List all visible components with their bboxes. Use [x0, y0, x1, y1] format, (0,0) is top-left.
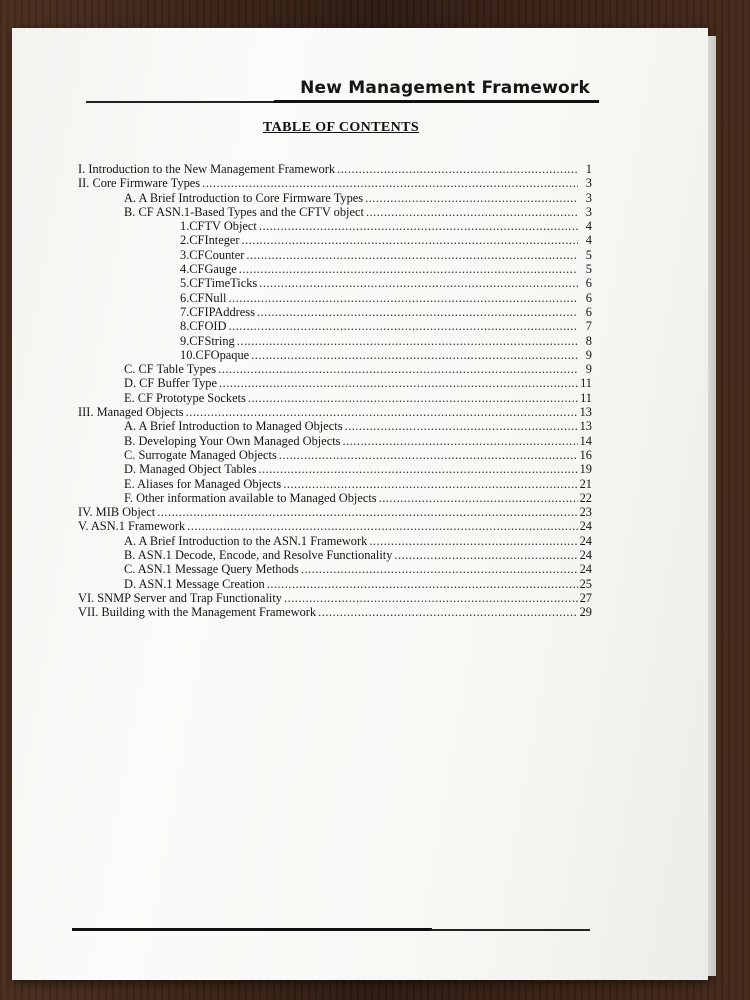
toc-entry [78, 362, 592, 376]
header-rule-thick [274, 100, 599, 103]
document-page [12, 28, 708, 980]
toc-entry-page-number: 11 [580, 376, 592, 391]
toc-dot-leader [342, 434, 577, 448]
toc-entry [78, 405, 592, 419]
toc-dot-leader [157, 505, 577, 519]
toc-entry [78, 577, 592, 591]
toc-entry [78, 519, 592, 533]
toc-entry-title: 6.CFNull [180, 290, 227, 305]
toc-entry-title: A. A Brief Introduction to Core Firmware Types [124, 190, 364, 205]
toc-entry-page-number: 6 [585, 304, 592, 319]
table-of-contents [78, 162, 592, 620]
toc-entry [78, 233, 592, 247]
toc-entry-title: C. ASN.1 Message Query Methods [124, 562, 299, 577]
toc-entry [78, 276, 592, 290]
toc-entry-page-number: 19 [579, 462, 592, 477]
toc-entry-title: VI. SNMP Server and Trap Functionality [78, 590, 282, 605]
toc-entry-page-number: 22 [579, 490, 592, 505]
toc-dot-leader [337, 162, 578, 176]
toc-entry-page-number: 24 [579, 562, 592, 577]
toc-entry [78, 591, 592, 605]
toc-dot-leader [186, 405, 578, 419]
toc-entry-page-number: 3 [585, 176, 592, 191]
toc-entry-title: 5.CFTimeTicks [180, 276, 258, 291]
header-rule-thin [86, 101, 276, 103]
toc-entry-title: D. Managed Object Tables [124, 462, 257, 477]
toc-entry-title: VII. Building with the Management Framework [78, 605, 317, 620]
toc-entry-page-number: 21 [579, 476, 592, 491]
toc-entry-title: 4.CFGauge [180, 262, 237, 277]
toc-entry-title: III. Managed Objects [78, 405, 184, 420]
toc-dot-leader [379, 491, 578, 505]
toc-entry [78, 562, 592, 576]
toc-entry-title: IV. MIB Object [78, 505, 156, 520]
toc-entry-title: V. ASN.1 Framework [78, 519, 186, 534]
toc-entry-page-number: 3 [585, 190, 592, 205]
toc-entry-page-number: 24 [579, 548, 592, 563]
toc-entry-page-number: 14 [579, 433, 592, 448]
toc-entry-title: D. ASN.1 Message Creation [124, 576, 265, 591]
toc-entry-title: 8.CFOID [180, 319, 227, 334]
toc-dot-leader [202, 176, 578, 190]
toc-entry-title: E. Aliases for Managed Objects [124, 476, 282, 491]
toc-dot-leader [284, 591, 578, 605]
toc-entry-page-number: 13 [579, 419, 592, 434]
toc-entry [78, 491, 592, 505]
toc-entry [78, 391, 592, 405]
toc-dot-leader [365, 191, 578, 205]
toc-entry [78, 376, 592, 390]
toc-dot-leader [219, 376, 578, 390]
toc-dot-leader [187, 519, 577, 533]
toc-entry [78, 334, 592, 348]
toc-entry-page-number: 6 [585, 276, 592, 291]
toc-dot-leader [258, 462, 577, 476]
toc-dot-leader [242, 233, 578, 247]
toc-dot-leader [301, 562, 578, 576]
toc-entry [78, 319, 592, 333]
toc-dot-leader [228, 291, 578, 305]
toc-entry [78, 191, 592, 205]
toc-entry-page-number: 29 [579, 605, 592, 620]
toc-entry [78, 534, 592, 548]
toc-entry-title: F. Other information available to Managed Objects [124, 490, 377, 505]
toc-entry-page-number: 11 [580, 390, 592, 405]
toc-entry [78, 248, 592, 262]
toc-dot-leader [345, 419, 578, 433]
toc-dot-leader [394, 548, 577, 562]
toc-entry [78, 448, 592, 462]
toc-entry [78, 419, 592, 433]
toc-entry-title: A. A Brief Introduction to the ASN.1 Framework [124, 533, 368, 548]
toc-entry-title: D. CF Buffer Type [124, 376, 217, 391]
toc-entry-page-number: 4 [585, 219, 592, 234]
toc-entry-page-number: 25 [579, 576, 592, 591]
toc-dot-leader [283, 477, 577, 491]
toc-entry-page-number: 16 [579, 447, 592, 462]
toc-dot-leader [279, 448, 578, 462]
toc-entry-page-number: 3 [585, 204, 592, 219]
toc-entry [78, 462, 592, 476]
running-header-title: New Management Framework [300, 78, 590, 98]
toc-dot-leader [237, 334, 578, 348]
toc-entry-title: E. CF Prototype Sockets [124, 390, 246, 405]
toc-entry [78, 605, 592, 619]
page-stack-edge [708, 36, 716, 976]
toc-dot-leader [251, 348, 578, 362]
toc-entry-page-number: 7 [585, 319, 592, 334]
toc-entry-title: B. Developing Your Own Managed Objects [124, 433, 341, 448]
toc-entry-title: B. CF ASN.1-Based Types and the CFTV object [124, 204, 364, 219]
toc-entry-title: 10.CFOpaque [180, 347, 250, 362]
toc-entry [78, 162, 592, 176]
toc-entry [78, 219, 592, 233]
toc-dot-leader [267, 577, 578, 591]
toc-entry-page-number: 1 [585, 162, 592, 176]
toc-entry [78, 176, 592, 190]
toc-entry-title: 3.CFCounter [180, 247, 245, 262]
toc-dot-leader [369, 534, 577, 548]
toc-entry-page-number: 24 [579, 533, 592, 548]
toc-entry-page-number: 8 [585, 333, 592, 348]
toc-entry-page-number: 5 [585, 262, 592, 277]
footer-rule-thin [430, 929, 590, 931]
toc-entry-title: B. ASN.1 Decode, Encode, and Resolve Functionality [124, 548, 393, 563]
toc-dot-leader [228, 319, 578, 333]
toc-entry-title: 2.CFInteger [180, 233, 240, 248]
toc-entry-page-number: 23 [579, 505, 592, 520]
toc-entry-page-number: 27 [579, 590, 592, 605]
toc-entry-title: 7.CFIPAddress [180, 304, 255, 319]
toc-entry-page-number: 24 [579, 519, 592, 534]
toc-entry-page-number: 6 [585, 290, 592, 305]
toc-dot-leader [239, 262, 578, 276]
toc-dot-leader [248, 391, 578, 405]
toc-entry [78, 505, 592, 519]
toc-entry-title: A. A Brief Introduction to Managed Objects [124, 419, 343, 434]
toc-entry-title: II. Core Firmware Types [78, 176, 201, 191]
toc-entry [78, 477, 592, 491]
toc-entry [78, 205, 592, 219]
footer-rule-thick [72, 928, 432, 931]
toc-dot-leader [259, 219, 578, 233]
toc-entry-page-number: 4 [585, 233, 592, 248]
toc-entry-page-number: 13 [579, 405, 592, 420]
toc-heading: TABLE OF CONTENTS [262, 120, 420, 135]
toc-dot-leader [259, 276, 578, 290]
toc-entry [78, 291, 592, 305]
toc-dot-leader [366, 205, 578, 219]
toc-entry [78, 262, 592, 276]
toc-entry-title: C. CF Table Types [124, 362, 217, 377]
toc-dot-leader [218, 362, 578, 376]
toc-entry-page-number: 9 [585, 347, 592, 362]
toc-dot-leader [257, 305, 578, 319]
toc-entry [78, 348, 592, 362]
toc-dot-leader [318, 605, 577, 619]
toc-entry [78, 434, 592, 448]
toc-entry-title: 1.CFTV Object [180, 219, 257, 234]
toc-entry-title: I. Introduction to the New Management Framework [78, 162, 336, 176]
toc-entry-page-number: 5 [585, 247, 592, 262]
toc-entry-title: C. Surrogate Managed Objects [124, 447, 277, 462]
toc-entry [78, 305, 592, 319]
toc-entry-page-number: 9 [585, 362, 592, 377]
toc-dot-leader [246, 248, 578, 262]
toc-entry-title: 9.CFString [180, 333, 235, 348]
toc-entry [78, 548, 592, 562]
